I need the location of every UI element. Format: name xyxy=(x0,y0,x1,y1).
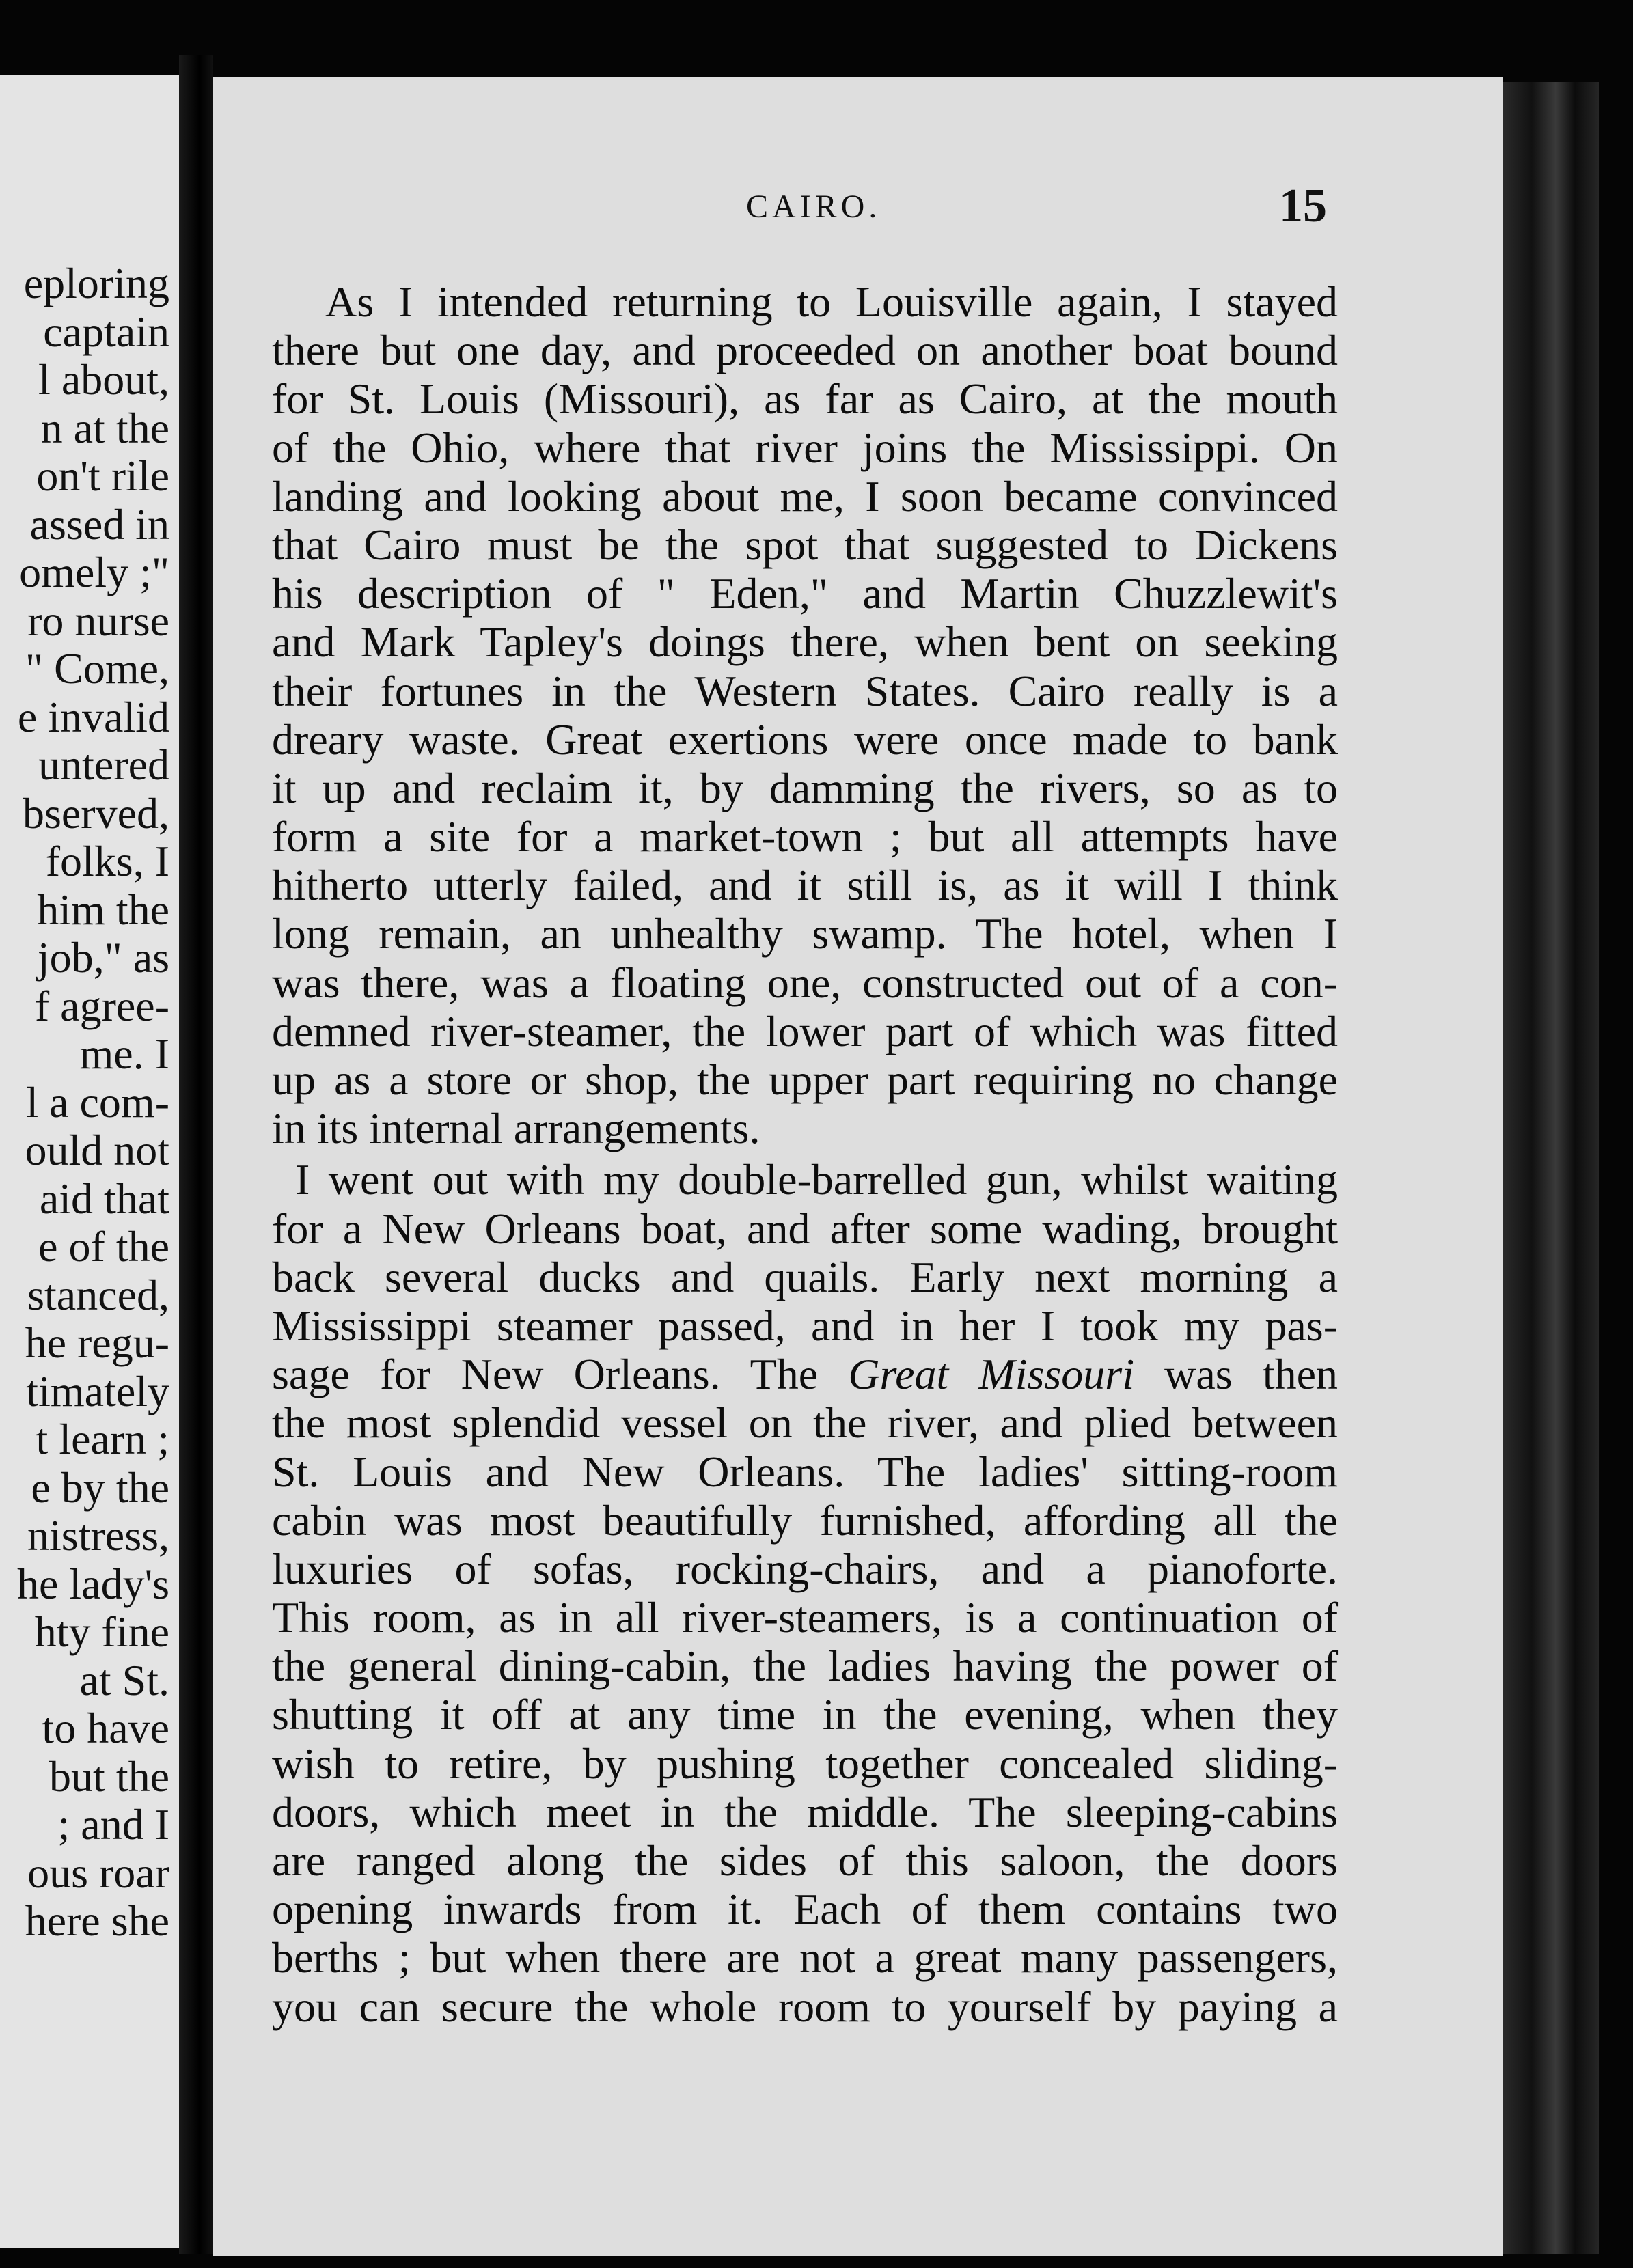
left-line: t learn ; xyxy=(36,1415,169,1463)
left-line: on't rile xyxy=(36,452,169,500)
left-line: he regu- xyxy=(25,1318,169,1367)
left-line: ould not xyxy=(25,1126,169,1174)
left-line: folks, I xyxy=(45,837,169,885)
text-line: their fortunes in the Western States. Cairo really is a xyxy=(272,666,1338,715)
text-line: dreary waste. Great exertions were once made to bank xyxy=(272,715,1338,764)
text-line: opening inwards from it. Each of them contains two xyxy=(272,1885,1338,1934)
left-line: e of the xyxy=(38,1222,169,1271)
text-line: for a New Orleans boat, and after some wading, brought xyxy=(272,1204,1338,1253)
left-line: omely ;" xyxy=(19,548,169,596)
text-line: shutting it off at any time in the evening, when they xyxy=(272,1690,1338,1739)
left-line: ; and I xyxy=(57,1800,169,1849)
running-head: CAIRO. xyxy=(746,189,881,225)
left-line: me. I xyxy=(79,1029,169,1078)
text-line: his description of " Eden," and Martin Chuzzlewit's xyxy=(272,569,1338,618)
text-line: form a site for a market-town ; but all attempts have xyxy=(272,812,1338,861)
left-line: eploring xyxy=(23,260,169,307)
left-page-text xyxy=(0,260,169,1946)
left-line: here she xyxy=(25,1896,169,1945)
text-line: This room, as in all river-steamers, is a continuation of xyxy=(272,1593,1338,1642)
book-page-edge xyxy=(1503,82,1599,2254)
text-line: As I intended returning to Louisville again, I stayed xyxy=(325,277,1338,326)
text-line: there but one day, and proceeded on another boat bound xyxy=(272,326,1338,375)
text-line: doors, which meet in the middle. The sleeping-cabins xyxy=(272,1787,1338,1836)
paragraph-1 xyxy=(272,277,1338,1152)
text-line: in its internal arrangements. xyxy=(272,1104,760,1153)
text-line: cabin was most beautifully furnished, affording all the xyxy=(272,1495,1338,1545)
text-line: the most splendid vessel on the river, and plied between xyxy=(272,1398,1338,1448)
text-line: are ranged along the sides of this saloon, the doors xyxy=(272,1836,1338,1885)
text-line: landing and looking about me, I soon became convinced xyxy=(272,471,1338,521)
left-line: f agree- xyxy=(34,981,169,1030)
text-line: the general dining-cabin, the ladies having the power of xyxy=(272,1642,1338,1691)
text-line: I went out with my double-barrelled gun, whilst waiting xyxy=(295,1155,1338,1204)
ship-name: Great Missouri xyxy=(848,1350,1134,1399)
text-segment: sage for New Orleans. The xyxy=(272,1350,849,1399)
left-line: ro nurse xyxy=(27,596,169,645)
text-line: long remain, an unhealthy swamp. The hotel, when I xyxy=(272,909,1338,958)
left-facing-page xyxy=(0,75,179,2248)
left-line: ous roar xyxy=(27,1848,169,1897)
text-line: St. Louis and New Orleans. The ladies' sitting-room xyxy=(272,1447,1338,1496)
text-line: back several ducks and quails. Early next morning a xyxy=(272,1252,1338,1301)
left-line: bserved, xyxy=(22,788,169,838)
text-line: was there, was a floating one, constructed out of a con- xyxy=(272,958,1338,1007)
paragraph-2 xyxy=(272,1155,1338,2030)
page-number: 15 xyxy=(1279,180,1327,232)
left-line: untered xyxy=(38,741,169,789)
text-line: up as a store or shop, the upper part requiring no change xyxy=(272,1055,1338,1104)
left-line: job," as xyxy=(37,933,169,982)
text-line: you can secure the whole room to yourself by paying a xyxy=(272,1982,1338,2031)
left-line: e invalid xyxy=(17,692,169,741)
left-line: l a com- xyxy=(26,1077,169,1126)
left-line: aid that xyxy=(39,1174,169,1223)
text-line: luxuries of sofas, rocking-chairs, and a pianoforte. xyxy=(272,1544,1338,1593)
left-line: to have xyxy=(42,1704,169,1752)
left-line: he lady's xyxy=(16,1559,169,1608)
left-line: him the xyxy=(37,885,169,934)
text-line: for St. Louis (Missouri), as far as Cairo, at the mouth xyxy=(272,374,1338,424)
left-line: " Come, xyxy=(25,644,169,693)
left-line: e by the xyxy=(31,1463,169,1512)
body-text xyxy=(272,277,1338,2031)
text-line: Mississippi steamer passed, and in her I took my pas- xyxy=(272,1301,1338,1350)
text-line: of the Ohio, where that river joins the Mississippi. On xyxy=(272,423,1338,472)
left-line: at St. xyxy=(79,1655,169,1704)
left-line: timately xyxy=(26,1366,169,1415)
left-line: assed in xyxy=(29,499,169,549)
left-line: l about, xyxy=(38,355,169,404)
text-line: and Mark Tapley's doings there, when bent on seeking xyxy=(272,618,1338,667)
left-line: hty fine xyxy=(34,1607,169,1656)
text-line: that Cairo must be the spot that suggested to Dickens xyxy=(272,520,1338,569)
text-line-with-ship-name xyxy=(272,1350,1338,1398)
left-line: but the xyxy=(49,1752,169,1801)
left-line: captain xyxy=(43,307,169,356)
left-line: nistress, xyxy=(27,1511,169,1560)
text-line: wish to retire, by pushing together concealed sliding- xyxy=(272,1739,1338,1788)
book-gutter xyxy=(179,55,213,2254)
text-line: demned river-steamer, the lower part of which was fitted xyxy=(272,1006,1338,1055)
left-line: n at the xyxy=(40,403,169,452)
text-line: it up and reclaim it, by damming the rivers, so as to xyxy=(272,763,1338,812)
left-line: stanced, xyxy=(27,1270,169,1319)
text-line: hitherto utterly failed, and it still is, as it will I think xyxy=(272,861,1338,910)
text-segment: was then xyxy=(1134,1350,1339,1399)
text-line: berths ; but when there are not a great many passengers, xyxy=(272,1933,1338,1982)
